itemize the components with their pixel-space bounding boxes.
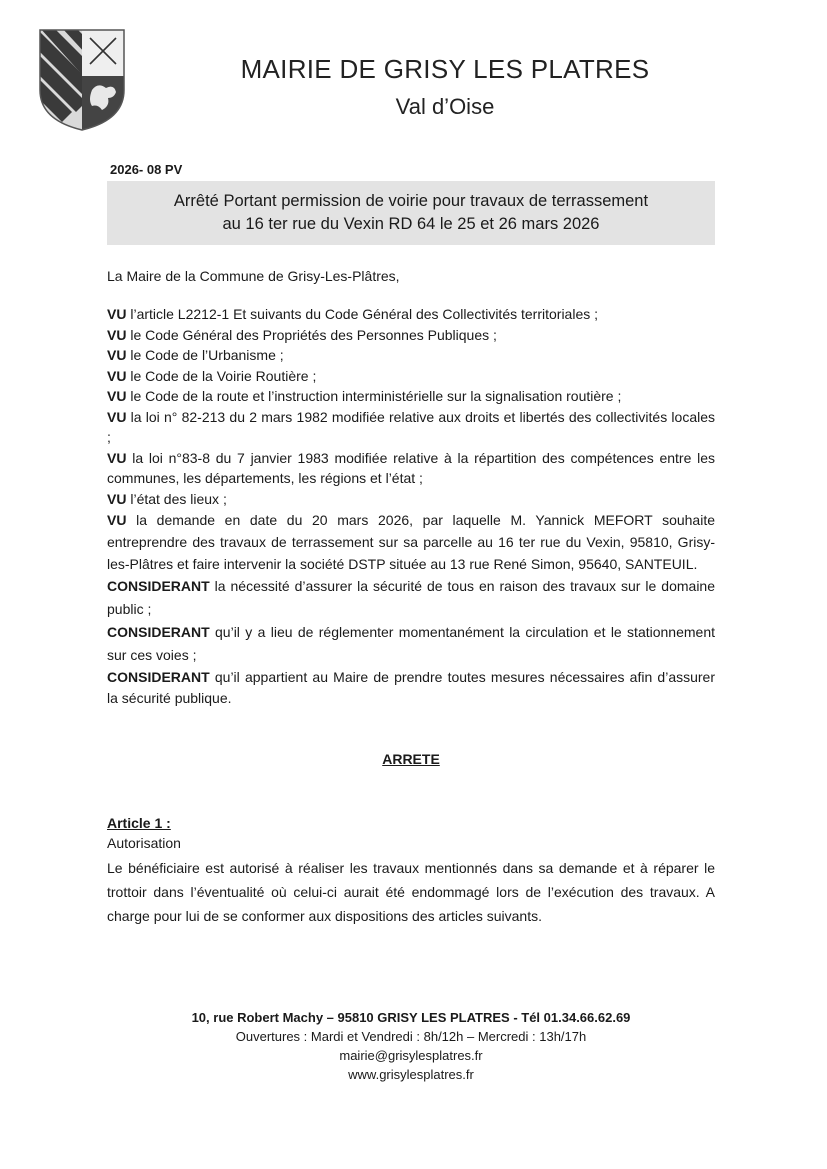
vu-item-text: la loi n°83-8 du 7 janvier 1983 modifiée relative à la répartition des compétences entre les communes, les départements, les régions et l’état ;	[107, 449, 716, 486]
considerant-item-text: qu’il y a lieu de réglementer momentanément la circulation et le stationnement sur ces voies ;	[107, 624, 715, 663]
vu-item-text: l’article L2212-1 Et suivants du Code Général des Collectivités territoriales ;	[130, 306, 599, 322]
considerant-keyword: CONSIDERANT	[107, 624, 210, 640]
vu-item-text: le Code Général des Propriétés des Personnes Publiques ;	[130, 326, 497, 343]
considerant-keyword: CONSIDERANT	[107, 669, 210, 685]
vu-item-text: la demande en date du 20 mars 2026, par laquelle M. Yannick MEFORT souhaite entreprendre des travaux de terrassement sur sa parcelle au 16 ter rue du Vexin, 95810, Grisy-les-Plâtres et faire intervenir la société DSTP située au 13 rue René Simon, 95640, SANTEUIL.	[107, 512, 716, 572]
vu-item-text: le Code de la route et l’instruction interministérielle sur la signalisation routière ;	[130, 388, 622, 404]
considerant-keyword: CONSIDERANT	[107, 578, 210, 594]
decree-title-line-2: au 16 ter rue du Vexin RD 64 le 25 et 26 mars 2026	[222, 215, 600, 233]
vu-item	[107, 407, 715, 448]
article-1-subtitle: Autorisation	[107, 835, 181, 851]
vu-keyword: VU	[107, 388, 127, 404]
mairie-title: MAIRIE DE GRISY LES PLATRES	[240, 54, 650, 84]
vu-item	[107, 366, 715, 387]
vu-item	[107, 489, 715, 510]
decree-title-box	[107, 181, 715, 245]
considerant-item-text: qu’il appartient au Maire de prendre toutes mesures nécessaires afin d’assurer la sécurité publique.	[107, 669, 716, 706]
vu-keyword: VU	[107, 408, 127, 425]
article-1-body: Le bénéficiaire est autorisé à réaliser les travaux mentionnés dans sa demande et à réparer le trottoir dans l’éventualité où celui-ci aurait été endommagé lors de l’exécution des travaux. A charge pour lui de se conformer aux dispositions des articles suivants.	[107, 860, 715, 924]
footer-email[interactable]: mairie@grisylesplatres.fr	[339, 1048, 483, 1063]
footer	[107, 1008, 715, 1084]
vu-keyword: VU	[107, 347, 127, 363]
vu-item-text: le Code de la Voirie Routière ;	[130, 367, 317, 384]
article-1-title: Article 1 :	[107, 815, 171, 831]
considerant-item	[107, 621, 715, 667]
footer-address: 10, rue Robert Machy – 95810 GRISY LES PLATRES - Tél 01.34.66.62.69	[191, 1010, 631, 1025]
footer-hours: Ouvertures : Mardi et Vendredi : 8h/12h – Mercredi : 13h/17h	[235, 1029, 587, 1044]
vu-item-text: l’état des lieux ;	[130, 490, 227, 507]
vu-item	[107, 304, 715, 325]
intro-text: La Maire de la Commune de Grisy-Les-Plâtres,	[107, 268, 400, 284]
arrete-heading: ARRETE	[382, 751, 440, 767]
vu-item-text: la loi n° 82-213 du 2 mars 1982 modifiée relative aux droits et libertés des collectivités locales ;	[107, 408, 715, 445]
coat-of-arms-logo	[36, 28, 128, 132]
vu-keyword: VU	[107, 367, 127, 384]
vu-item	[107, 345, 715, 366]
vu-keyword: VU	[107, 449, 127, 466]
decree-reference: 2026- 08 PV	[110, 162, 183, 177]
vu-keyword: VU	[107, 326, 127, 343]
considerant-item-text: la nécessité d’assurer la sécurité de tous en raison des travaux sur le domaine public ;	[107, 578, 715, 617]
vu-item	[107, 325, 715, 346]
considerant-item	[107, 667, 715, 709]
vu-item	[107, 509, 715, 575]
footer-website[interactable]: www.grisylesplatres.fr	[348, 1067, 474, 1082]
vu-keyword: VU	[107, 490, 127, 507]
vu-item	[107, 386, 715, 407]
vu-item	[107, 448, 715, 489]
vu-item-text: le Code de l’Urbanisme ;	[130, 347, 284, 363]
decree-title-line-1: Arrêté Portant permission de voirie pour travaux de terrassement	[173, 192, 649, 210]
vu-keyword: VU	[107, 512, 127, 528]
recitals-block	[107, 304, 715, 709]
department-subtitle: Val d’Oise	[395, 94, 495, 119]
considerant-item	[107, 575, 715, 621]
vu-keyword: VU	[107, 306, 127, 322]
